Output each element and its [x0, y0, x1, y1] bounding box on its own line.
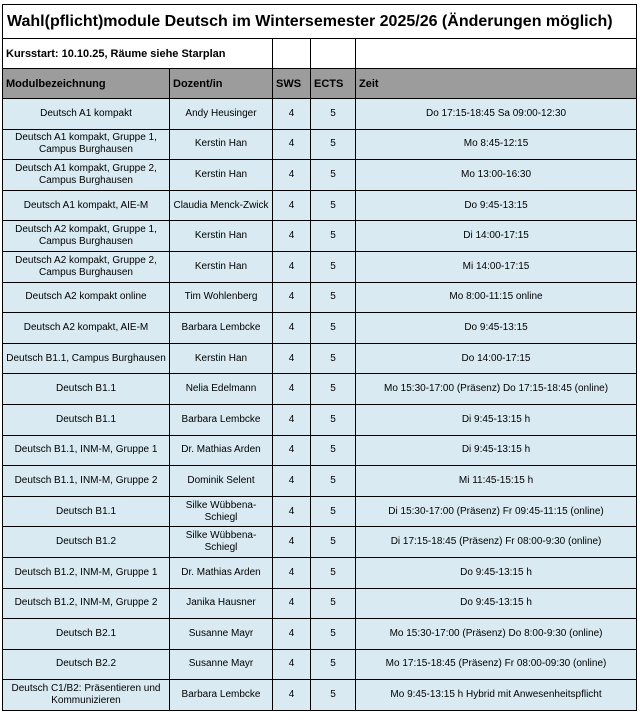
cell-modul: Deutsch A2 kompakt, Gruppe 2, Campus Burghausen: [3, 251, 170, 282]
table-row: [3, 313, 637, 344]
cell-sws: 4: [273, 527, 311, 558]
cell-zeit: Mi 11:45-15:15 h: [356, 466, 637, 497]
header-zeit: Zeit: [356, 69, 637, 99]
cell-zeit: Mi 14:00-17:15: [356, 251, 637, 282]
cell-zeit: Di 14:00-17:15: [356, 221, 637, 252]
cell-ects: 5: [311, 190, 356, 221]
cell-zeit: Do 9:45-13:15 h: [356, 588, 637, 619]
cell-dozent: Barbara Lembcke: [170, 313, 273, 344]
header-dozent: Dozent/in: [170, 69, 273, 99]
cell-ects: 5: [311, 374, 356, 405]
cell-modul: Deutsch A2 kompakt, AIE-M: [3, 313, 170, 344]
table-row: [3, 557, 637, 588]
table-row: [3, 404, 637, 435]
cell-ects: 5: [311, 496, 356, 527]
empty-cell: [311, 39, 356, 69]
cell-modul: Deutsch B1.1, Campus Burghausen: [3, 343, 170, 374]
cell-modul: Deutsch A2 kompakt online: [3, 282, 170, 313]
cell-modul: Deutsch A1 kompakt, AIE-M: [3, 190, 170, 221]
cell-dozent: Dr. Mathias Arden: [170, 435, 273, 466]
table-row: [3, 680, 637, 711]
cell-dozent: Kerstin Han: [170, 221, 273, 252]
table-row: [3, 160, 637, 191]
cell-ects: 5: [311, 129, 356, 160]
cell-modul: Deutsch B1.1, INM-M, Gruppe 1: [3, 435, 170, 466]
cell-modul: Deutsch B2.2: [3, 649, 170, 680]
cell-dozent: Tim Wohlenberg: [170, 282, 273, 313]
table-row: [3, 251, 637, 282]
cell-modul: Deutsch B1.1: [3, 496, 170, 527]
cell-zeit: Do 9:45-13:15: [356, 313, 637, 344]
cell-sws: 4: [273, 466, 311, 497]
cell-zeit: Mo 15:30-17:00 (Präsenz) Do 8:00-9:30 (online): [356, 619, 637, 650]
schedule-sheet: [2, 4, 636, 711]
cell-ects: 5: [311, 343, 356, 374]
table-row: [3, 343, 637, 374]
cell-zeit: Do 9:45-13:15 h: [356, 557, 637, 588]
cell-ects: 5: [311, 99, 356, 130]
cell-sws: 4: [273, 619, 311, 650]
cell-zeit: Mo 15:30-17:00 (Präsenz) Do 17:15-18:45 (online): [356, 374, 637, 405]
cell-ects: 5: [311, 313, 356, 344]
cell-sws: 4: [273, 557, 311, 588]
cell-sws: 4: [273, 282, 311, 313]
cell-sws: 4: [273, 680, 311, 711]
cell-modul: Deutsch B1.2: [3, 527, 170, 558]
cell-sws: 4: [273, 374, 311, 405]
cell-dozent: Dominik Selent: [170, 466, 273, 497]
cell-sws: 4: [273, 404, 311, 435]
cell-sws: 4: [273, 588, 311, 619]
cell-sws: 4: [273, 343, 311, 374]
page-title: Wahl(pflicht)module Deutsch im Wintersemester 2025/26 (Änderungen möglich): [3, 5, 637, 39]
cell-sws: 4: [273, 190, 311, 221]
cell-dozent: Nelia Edelmann: [170, 374, 273, 405]
empty-cell: [273, 39, 311, 69]
table-row: [3, 374, 637, 405]
empty-cell: [356, 39, 637, 69]
kursstart-note: Kursstart: 10.10.25, Räume siehe Starplan: [3, 39, 273, 69]
cell-dozent: Silke Wübbena-Schiegl: [170, 496, 273, 527]
cell-modul: Deutsch B1.1: [3, 404, 170, 435]
cell-dozent: Silke Wübbena-Schiegl: [170, 527, 273, 558]
cell-zeit: Mo 8:45-12:15: [356, 129, 637, 160]
cell-modul: Deutsch A1 kompakt, Gruppe 1, Campus Burghausen: [3, 129, 170, 160]
cell-sws: 4: [273, 129, 311, 160]
cell-dozent: Janika Hausner: [170, 588, 273, 619]
cell-dozent: Kerstin Han: [170, 251, 273, 282]
table-row: [3, 129, 637, 160]
cell-ects: 5: [311, 527, 356, 558]
kursstart-row: [3, 39, 637, 69]
cell-zeit: Do 17:15-18:45 Sa 09:00-12:30: [356, 99, 637, 130]
cell-ects: 5: [311, 619, 356, 650]
table-row: [3, 435, 637, 466]
cell-sws: 4: [273, 99, 311, 130]
table-row: [3, 282, 637, 313]
cell-modul: Deutsch A2 kompakt, Gruppe 1, Campus Burghausen: [3, 221, 170, 252]
cell-modul: Deutsch B1.2, INM-M, Gruppe 2: [3, 588, 170, 619]
cell-dozent: Andy Heusinger: [170, 99, 273, 130]
cell-ects: 5: [311, 557, 356, 588]
cell-dozent: Kerstin Han: [170, 160, 273, 191]
cell-modul: Deutsch B1.2, INM-M, Gruppe 1: [3, 557, 170, 588]
table-row: [3, 190, 637, 221]
cell-ects: 5: [311, 221, 356, 252]
cell-ects: 5: [311, 251, 356, 282]
table-row: [3, 588, 637, 619]
table-row: [3, 619, 637, 650]
table-row: [3, 649, 637, 680]
cell-zeit: Mo 13:00-16:30: [356, 160, 637, 191]
cell-modul: Deutsch B2.1: [3, 619, 170, 650]
cell-zeit: Di 9:45-13:15 h: [356, 435, 637, 466]
cell-zeit: Do 9:45-13:15: [356, 190, 637, 221]
header-row: [3, 69, 637, 99]
cell-dozent: Barbara Lembcke: [170, 404, 273, 435]
cell-ects: 5: [311, 435, 356, 466]
table-row: [3, 466, 637, 497]
cell-zeit: Mo 17:15-18:45 (Präsenz) Fr 08:00-09:30 (online): [356, 649, 637, 680]
cell-ects: 5: [311, 404, 356, 435]
header-sws: SWS: [273, 69, 311, 99]
cell-zeit: Di 15:30-17:00 (Präsenz) Fr 09:45-11:15 (online): [356, 496, 637, 527]
cell-sws: 4: [273, 649, 311, 680]
cell-modul: Deutsch B1.1: [3, 374, 170, 405]
table-row: [3, 221, 637, 252]
title-row: [3, 5, 637, 39]
cell-modul: Deutsch B1.1, INM-M, Gruppe 2: [3, 466, 170, 497]
cell-sws: 4: [273, 435, 311, 466]
cell-ects: 5: [311, 282, 356, 313]
cell-ects: 5: [311, 588, 356, 619]
table-row: [3, 496, 637, 527]
cell-sws: 4: [273, 496, 311, 527]
header-modul: Modulbezeichnung: [3, 69, 170, 99]
cell-dozent: Susanne Mayr: [170, 619, 273, 650]
cell-ects: 5: [311, 649, 356, 680]
cell-ects: 5: [311, 680, 356, 711]
module-table: [2, 4, 637, 711]
cell-dozent: Kerstin Han: [170, 343, 273, 374]
cell-dozent: Barbara Lembcke: [170, 680, 273, 711]
cell-sws: 4: [273, 221, 311, 252]
cell-modul: Deutsch C1/B2: Präsentieren und Kommunizieren: [3, 680, 170, 711]
table-row: [3, 99, 637, 130]
cell-sws: 4: [273, 251, 311, 282]
cell-ects: 5: [311, 466, 356, 497]
cell-zeit: Mo 9:45-13:15 h Hybrid mit Anwesenheitspflicht: [356, 680, 637, 711]
cell-dozent: Claudia Menck-Zwick: [170, 190, 273, 221]
cell-dozent: Kerstin Han: [170, 129, 273, 160]
cell-zeit: Di 17:15-18:45 (Präsenz) Fr 08:00-9:30 (online): [356, 527, 637, 558]
cell-sws: 4: [273, 160, 311, 191]
cell-modul: Deutsch A1 kompakt: [3, 99, 170, 130]
cell-dozent: Susanne Mayr: [170, 649, 273, 680]
cell-zeit: Do 14:00-17:15: [356, 343, 637, 374]
table-row: [3, 527, 637, 558]
cell-zeit: Di 9:45-13:15 h: [356, 404, 637, 435]
header-ects: ECTS: [311, 69, 356, 99]
cell-ects: 5: [311, 160, 356, 191]
cell-dozent: Dr. Mathias Arden: [170, 557, 273, 588]
cell-modul: Deutsch A1 kompakt, Gruppe 2, Campus Burghausen: [3, 160, 170, 191]
cell-zeit: Mo 8:00-11:15 online: [356, 282, 637, 313]
cell-sws: 4: [273, 313, 311, 344]
